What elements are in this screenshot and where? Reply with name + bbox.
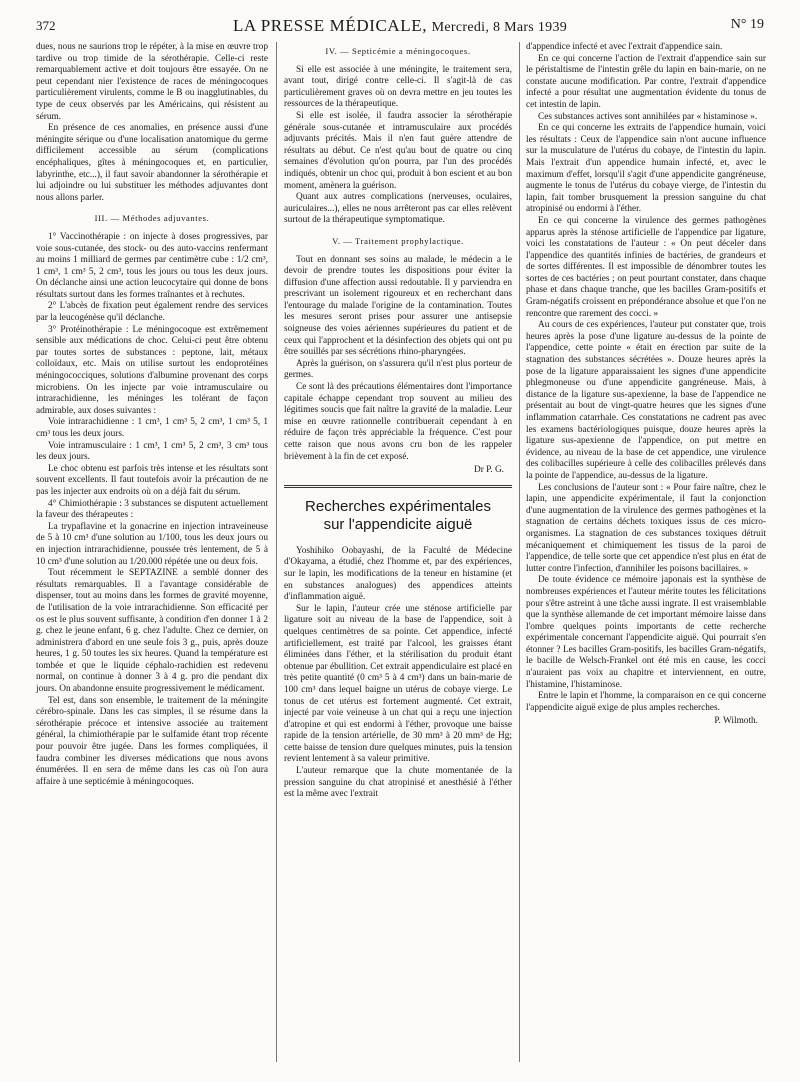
paragraph: Tout récemment le SEPTAZINE a semblé donner des résultats remarquables. Il a l'avantage considérable de dispenser, tout au moins dans les formes de gravité moyenne, de l'utilisation de la voie intrarachidienne. Son efficacité per os est le plus souvent suffisante, à condition d'en donner 1 à 2 g. chez le jeune enfant, 6 g. chez l'adulte. Chez ce dernier, on administrera d'abord en une seule fois 3 g., puis, après douze heures, 1 g. 50 toutes les six heures. Quand la température est tombée et que le liquide céphalo-rachidien est redevenu normal, on continue à donner 3 à 4 g. pro die pendant dix jours. On abandonne ensuite progressivement le médicament. (36, 568, 268, 695)
paragraph: En présence de ces anomalies, en présence aussi d'une méningite sérique ou d'une localisation anatomique du germe difficilement accessible au sérum (complications encéphaliques, gîtes à méningocoques et, en particulier, labyrinthe, etc...), il faut savoir abandonner la sérothérapie et lui adjoindre ou lui substituer les méthodes adjuvantes dont nous allons parler. (36, 123, 268, 203)
paragraph: En ce qui concerne les extraits de l'appendice humain, voici les résultats : Ceux de l'appendice sain n'ont aucune influence sur la musculature de l'utérus du cobaye, de l'intestin du lapin. Mais l'extrait d'un appendice humain infecté, et, avec le maximum d'effet, lorsqu'il s'agit d'une appendicite gangréneuse, augmente le tonus de l'utérus du cobaye vierge, de l'intestin du lapin, fait tomber brusquement la pression sanguine du chat atropinisé ou endormi à l'éther. (526, 123, 766, 215)
paragraph: 2° L'abcès de fixation peut également rendre des services par la leucogénèse qu'il déclanche. (36, 301, 268, 324)
paragraph: Sur le lapin, l'auteur crée une sténose artificielle par ligature soit au niveau de la base de l'appendice, soit à quelques centimètres de sa pointe. Cet appendice, infecté artificiellement, est traité par l'alcool, les graisses étant éliminées dans l'éther, et la stérilisation du produit étant obtenue par ébullition. Cet extrait appendiculaire est placé en très petite quantité (0 cm³ 5 à 4 cm³) dans un bain-marie de 100 cm³ dans lequel baigne un utérus de cobaye vierge. Le tonus de cet utérus est fortement augmenté. Cet extrait, injecté par voie veineuse à un chat qui a reçu une injection d'atropine et qui est endormi à l'éther, provoque une baisse rapide de la tension artérielle, de 30 mm³ à 20 mm³ de Hg; cette baisse de tension dure quelques minutes, puis la tension revient lentement à sa valeur primitive. (284, 603, 512, 765)
paragraph: Les conclusions de l'auteur sont : « Pour faire naître, chez le lapin, une appendicite expérimentale, il faut la conjonction d'une augmentation de la virulence des germes pathogènes et la stagnation de certains déchets toxiques issus de ces micro-organismes. La stagnation de ces substances toxiques détruit mécaniquement et chimiquement les tissus de la paroi de l'appendice, de telle sorte que cet appendice n'est plus en état de lutter contre l'infection, d'annihiler les poisons bacillaires. » (526, 482, 766, 574)
author-signature: P. Wilmoth. (714, 716, 758, 727)
paragraph: Entre le lapin et l'homme, la comparaison en ce qui concerne l'appendicite aiguë exige de plus amples recherches. (526, 691, 766, 713)
paragraph: Yoshihiko Oobayashi, de la Faculté de Médecine d'Okayama, a étudié, chez l'homme et, par des expériences, sur le lapin, les modifications de la teneur en histamine (et en substances analogues) des appendices atteints d'inflammation aiguë. (284, 545, 512, 603)
section-heading: IV. — Septicémie a méningocoques. (325, 46, 471, 56)
paragraph: Voie intrarachidienne : 1 cm³, 1 cm³ 5, 2 cm³, 1 cm³ 5, 1 cm³ tous les deux jours. (36, 417, 268, 439)
paragraph: 1° Vaccinothérapie : on injecte à doses progressives, par voie sous-cutanée, des stock- ou des auto-vaccins renfermant au moins 1 milliard de germes par centimètre cube : 1/2 cm³, 1 cm³, 1 cm³ 5, 2 cm³, tous les jours ou tous les deux jours. On déclanche ainsi une action leucocytaire qui donne de bons résultats surtout dans les formes traînantes et à rechutes. (36, 231, 268, 300)
issue-date: Mercredi, 8 Mars 1939 (431, 20, 568, 35)
paragraph: Ces substances actives sont annihilées par « histaminose ». (538, 111, 758, 122)
journal-masthead (36, 16, 764, 36)
paragraph: En ce qui concerne l'action de l'extrait d'appendice sain sur le péristaltisme de l'intestin grêle du lapin en bain-marie, on ne constate aucune modification. Par contre, l'extrait d'appendice infecté a pour résultat une augmentation évidente du tonus de cet intestin de lapin. (526, 53, 766, 110)
column-divider (276, 42, 277, 1062)
paragraph: De toute évidence ce mémoire japonais est la synthèse de nombreuses expériences et l'auteur mérite toutes les félicitations pour s'être astreint à une tâche aussi ingrate. Il est vraisemblable que la synthèse allemande de cet important mémoire laisse dans l'ombre quelques points importants de cette recherche expérimentale concernant l'appendicite aiguë. Qui pourrait s'en étonner ? Les bacilles Gram-positifs, les bacilles Gram-négatifs, le bacille de Welsch-Frankel ont été mis en cause, les cocci n'auraient pas voix au chapitre et interviennent, en outre, l'histamine, l'histaminose. (526, 575, 766, 690)
paragraph: Le choc obtenu est parfois très intense et les résultats sont souvent excellents. Il faut toutefois avoir la précaution de ne pas les injecter aux endroits où on a déjà fait du sérum. (36, 463, 268, 497)
paragraph: Si elle est isolée, il faudra associer la sérothérapie générale sous-cutanée et intramusculaire aux procédés adjuvants précités. Mais il n'en faut guère attendre de résultats au début. Ce n'est qu'au bout de quatre ou cinq semaines d'évolution qu'on pourra, par l'un des procédés indiqués, obtenir un choc qui, produit à bon escient et au bon moment, amènera la guérison. (284, 110, 512, 191)
paragraph: Au cours de ces expériences, l'auteur put constater que, trois heures après la pose d'une ligature au-dessus de la pointe de l'appendice, cette pointe « était en érection par suite de la stagnation des substances sécrétées ». Douze heures après la pose de la ligature apparaissaient les signes d'une appendicite phlegmoneuse ou d'une appendicite gangréneuse. Mais, à distance de la ligature sus-apexienne, la base de l'appendice ne présentait au bout de vingt-quatre heures que les signes d'une inflammation catarrhale. Ces constatations ne cadrent pas avec les examens bactériologiques puisque, douze heures après la ligature sus-apexienne de l'appendice, on put mettre en évidence, au niveau de la base de cet appendice, une virulence des colibacilles supérieure à celle des colibacilles prélevés dans la pointe de l'appendice, au-dessus de la ligature. (526, 320, 766, 481)
paragraph: Ce sont là des précautions élémentaires dont l'importance capitale échappe cependant trop souvent au milieu des légitimes soucis que fait naître la gravité de la maladie. Leur mise en œuvre rationnelle contribuerait cependant à en réduire de façon très appréciable la fréquence. C'est pour cette raison que nous avons cru bon de les rappeler brièvement à la fin de cet exposé. (284, 382, 512, 462)
page-number: 372 (36, 18, 56, 33)
article-title (284, 498, 512, 534)
article-title-line: sur l'appendicite aiguë (323, 515, 473, 533)
paragraph: 4° Chimiothérapie : 3 substances se disputent actuellement la faveur des thérapeutes : (36, 498, 268, 521)
paragraph: Voie intramusculaire : 1 cm³, 1 cm³ 5, 2 cm³, 3 cm³ tous les deux jours. (36, 440, 268, 463)
column-right (526, 42, 766, 728)
paragraph: 3° Protéinothérapie : Le méningocoque est extrêmement sensible aux médications de choc. Celui-ci peut être obtenu par toutes sortes de substances : peptone, lait, métaux colloïdaux, etc. Mais on utilise surtout les endoprotéines méningococciques, solutions d'albumine provenant des corps microbiens. On les injecte par voie intramusculaire ou intrarachidienne, les méninges les tolérant de façon admirable, aux doses suivantes : (36, 324, 268, 416)
paragraph: Si elle est associée à une méningite, le traitement sera, avant tout, dirigé contre celle-ci. Il s'agit-là de cas particulièrement graves où on devra mettre en jeu toutes les ressources de la thérapeutique. (284, 64, 512, 110)
paragraph: dues, nous ne saurions trop le répéter, à la mise en œuvre trop tardive ou trop timide de la sérothérapie. Celle-ci reste remarquablement active et doit toujours être essayée. On ne peut cependant nier l'existence de races de méningocoques particulièrement virulents, comme le B ou inagglutinables, du type de ceux observés par les Américains, qui résistent au sérum. (36, 42, 268, 122)
paragraph: Tout en donnant ses soins au malade, le médecin a le devoir de prendre toutes les dispositions pour éviter la diffusion d'une affection aussi redoutable. Il y parviendra en prescrivant un isolement rigoureux et en recherchant dans l'entourage du malade l'origine de la contamination. Toutes les mesures seront prises pour assurer une antisepsie soigneuse des voies aériennes supérieures du patient et de ceux qui l'approchent et la désinfection des objets qui ont pu être souillés par ses sécrétions rhino-pharyngées. (284, 254, 512, 358)
paragraph: d'appendice infecté et avec l'extrait d'appendice sain. (526, 42, 723, 52)
running-header (36, 16, 764, 38)
issue-number: N° 19 (730, 17, 764, 32)
journal-name: LA PRESSE MÉDICALE, (232, 16, 428, 35)
paragraph: Après la guérison, on s'assurera qu'il n'est plus porteur de germes. (284, 358, 512, 381)
paragraph: En ce qui concerne la virulence des germes pathogènes apparus après la sténose artificielle de l'appendice par ligature, voici les constatations de l'auteur : « On peut déceler dans l'appendice des quantités infinies de bactéries, de grandeurs et de sortes différentes. Il est impossible de dénombrer toutes les sortes de ces bactéries ; on peut pourtant constater, dans chaque phase et dans chaque tranche, que les bacilles Gram-positifs et Gram-négatifs croissent en prépondérance absolue et que l'on ne rencontre que rarement des cocci. » (526, 215, 766, 319)
paragraph: Quant aux autres complications (nerveuses, oculaires, auriculaires...), elles ne nous arrêteront pas car elles relèvent surtout de la thérapeutique symptomatique. (284, 192, 512, 226)
paragraph: L'auteur remarque que la chute momentanée de la pression sanguine du chat atropinisé et anesthésié à l'éther est la même avec l'extrait (284, 766, 512, 800)
article-header (284, 485, 512, 534)
column-left (36, 42, 268, 788)
column-divider (519, 42, 520, 1062)
author-signature: Dr P. G. (474, 465, 504, 476)
article-title-line: Recherches expérimentales (305, 497, 491, 515)
section-heading: V. — Traitement prophylactique. (332, 235, 464, 246)
column-middle (284, 42, 512, 801)
section-heading: III. — Méthodes adjuvantes. (94, 213, 210, 224)
paragraph: La trypaflavine et la gonacrine en injection intraveineuse de 5 à 10 cm³ d'une solution au 1/100, tous les deux jours ou en injection intrarachidienne, poussée très lentement, de 5 à 10 cm³ d'une solution au 1/20.000 répétée une ou deux fois. (36, 521, 268, 567)
paragraph: Tel est, dans son ensemble, le traitement de la méningite cérébro-spinale. Dans les cas simples, il se résume dans la sérothérapie précoce et intensive associée au traitement général, la chimiothérapie par le sulfamide étant trop récente pour pouvoir être jugée. Dans les formes compliquées, il faudra combiner les diverses médications que nous avons énumérées. Il en sera de même dans les cas où l'on aura affaire à une septicémie à méningocoques. (36, 695, 268, 787)
